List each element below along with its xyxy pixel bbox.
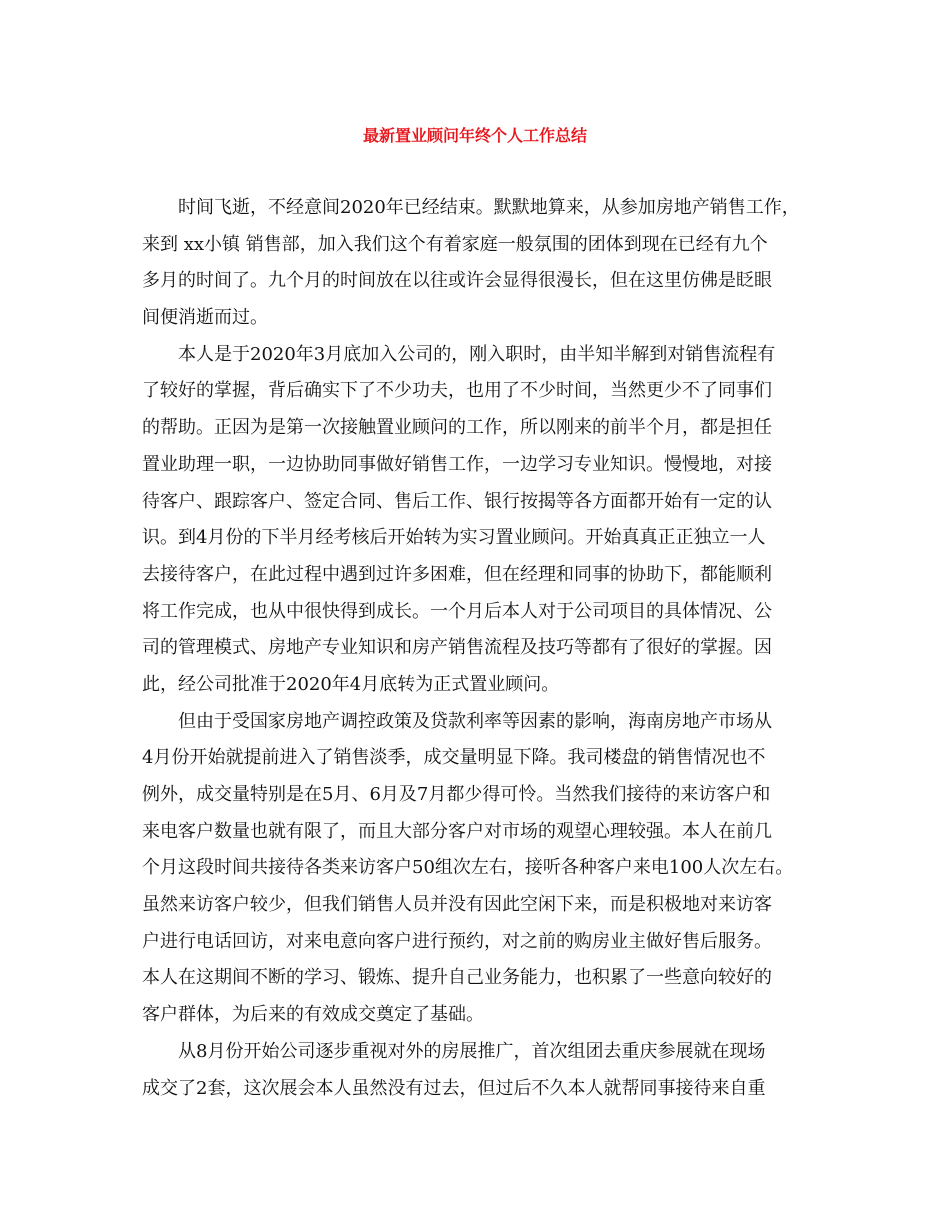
text-line: 本人是于2020年3月底加入公司的，刚入职时，由半知半解到对销售流程有	[178, 343, 776, 365]
text-line: 来电客户数量也就有限了，而且大部分客户对市场的观望心理较强。本人在前几	[142, 820, 772, 842]
document-body	[142, 190, 842, 1107]
text-line: 虽然来访客户较少，但我们销售人员并没有因此空闲下来，而是积极地对来访客	[142, 894, 772, 916]
text-line: 待客户、跟踪客户、签定合同、售后工作、银行按揭等各方面都开始有一定的认	[142, 490, 772, 512]
text-line: 客户群体，为后来的有效成交奠定了基础。	[142, 1004, 484, 1026]
text-line: 户进行电话回访，对来电意向客户进行预约，对之前的购房业主做好售后服务。	[142, 930, 772, 952]
text-line: 识。到4月份的下半月经考核后开始转为实习置业顾问。开始真真正正独立一人	[142, 527, 766, 549]
text-line: 个月这段时间共接待各类来访客户50组次左右，接听各种客户来电100人次左右。	[142, 857, 794, 879]
text-line: 从8月份开始公司逐步重视对外的房展推广，首次组团去重庆参展就在现场	[178, 1040, 766, 1062]
text-line: 此，经公司批准于2020年4月底转为正式置业顾问。	[142, 673, 560, 695]
text-line: 了较好的掌握，背后确实下了不少功夫，也用了不少时间，当然更少不了同事们	[142, 380, 772, 402]
document-title: 最新置业顾问年终个人工作总结	[362, 126, 587, 145]
text-line: 置业助理一职，一边协助同事做好销售工作，一边学习专业知识。慢慢地，对接	[142, 453, 772, 475]
text-line: 成交了2套，这次展会本人虽然没有过去，但过后不久本人就帮同事接待来自重	[142, 1077, 766, 1099]
text-line: 本人在这期间不断的学习、锻炼、提升自己业务能力，也积累了一些意向较好的	[142, 967, 772, 989]
text-line: 的帮助。正因为是第一次接触置业顾问的工作，所以刚来的前半个月，都是担任	[142, 417, 772, 439]
text-line: 时间飞逝，不经意间2020年已经结束。默默地算来，从参加房地产销售工作，	[178, 197, 800, 218]
text-line: 例外，成交量特别是在5月、6月及7月都少得可怜。当然我们接待的来访客户和	[142, 784, 771, 805]
text-line: 但由于受国家房地产调控政策及贷款利率等因素的影响，海南房地产市场从	[178, 710, 772, 732]
text-line: 将工作完成，也从中很快得到成长。一个月后本人对于公司项目的具体情况、公	[142, 600, 772, 622]
text-line: 多月的时间了。九个月的时间放在以往或许会显得很漫长，但在这里仿佛是眨眼	[142, 270, 772, 292]
text-line: 间便消逝而过。	[142, 307, 268, 329]
text-line: 4月份开始就提前进入了销售淡季，成交量明显下降。我司楼盘的销售情况也不	[142, 747, 766, 769]
text-line: 司的管理模式、房地产专业知识和房产销售流程及技巧等都有了很好的掌握。因	[142, 637, 772, 659]
text-line: 去接待客户，在此过程中遇到过许多困难，但在经理和同事的协助下，都能顺利	[142, 563, 772, 585]
text-line: 来到 xx小镇 销售部，加入我们这个有着家庭一般氛围的团体到现在已经有九个	[142, 233, 768, 255]
